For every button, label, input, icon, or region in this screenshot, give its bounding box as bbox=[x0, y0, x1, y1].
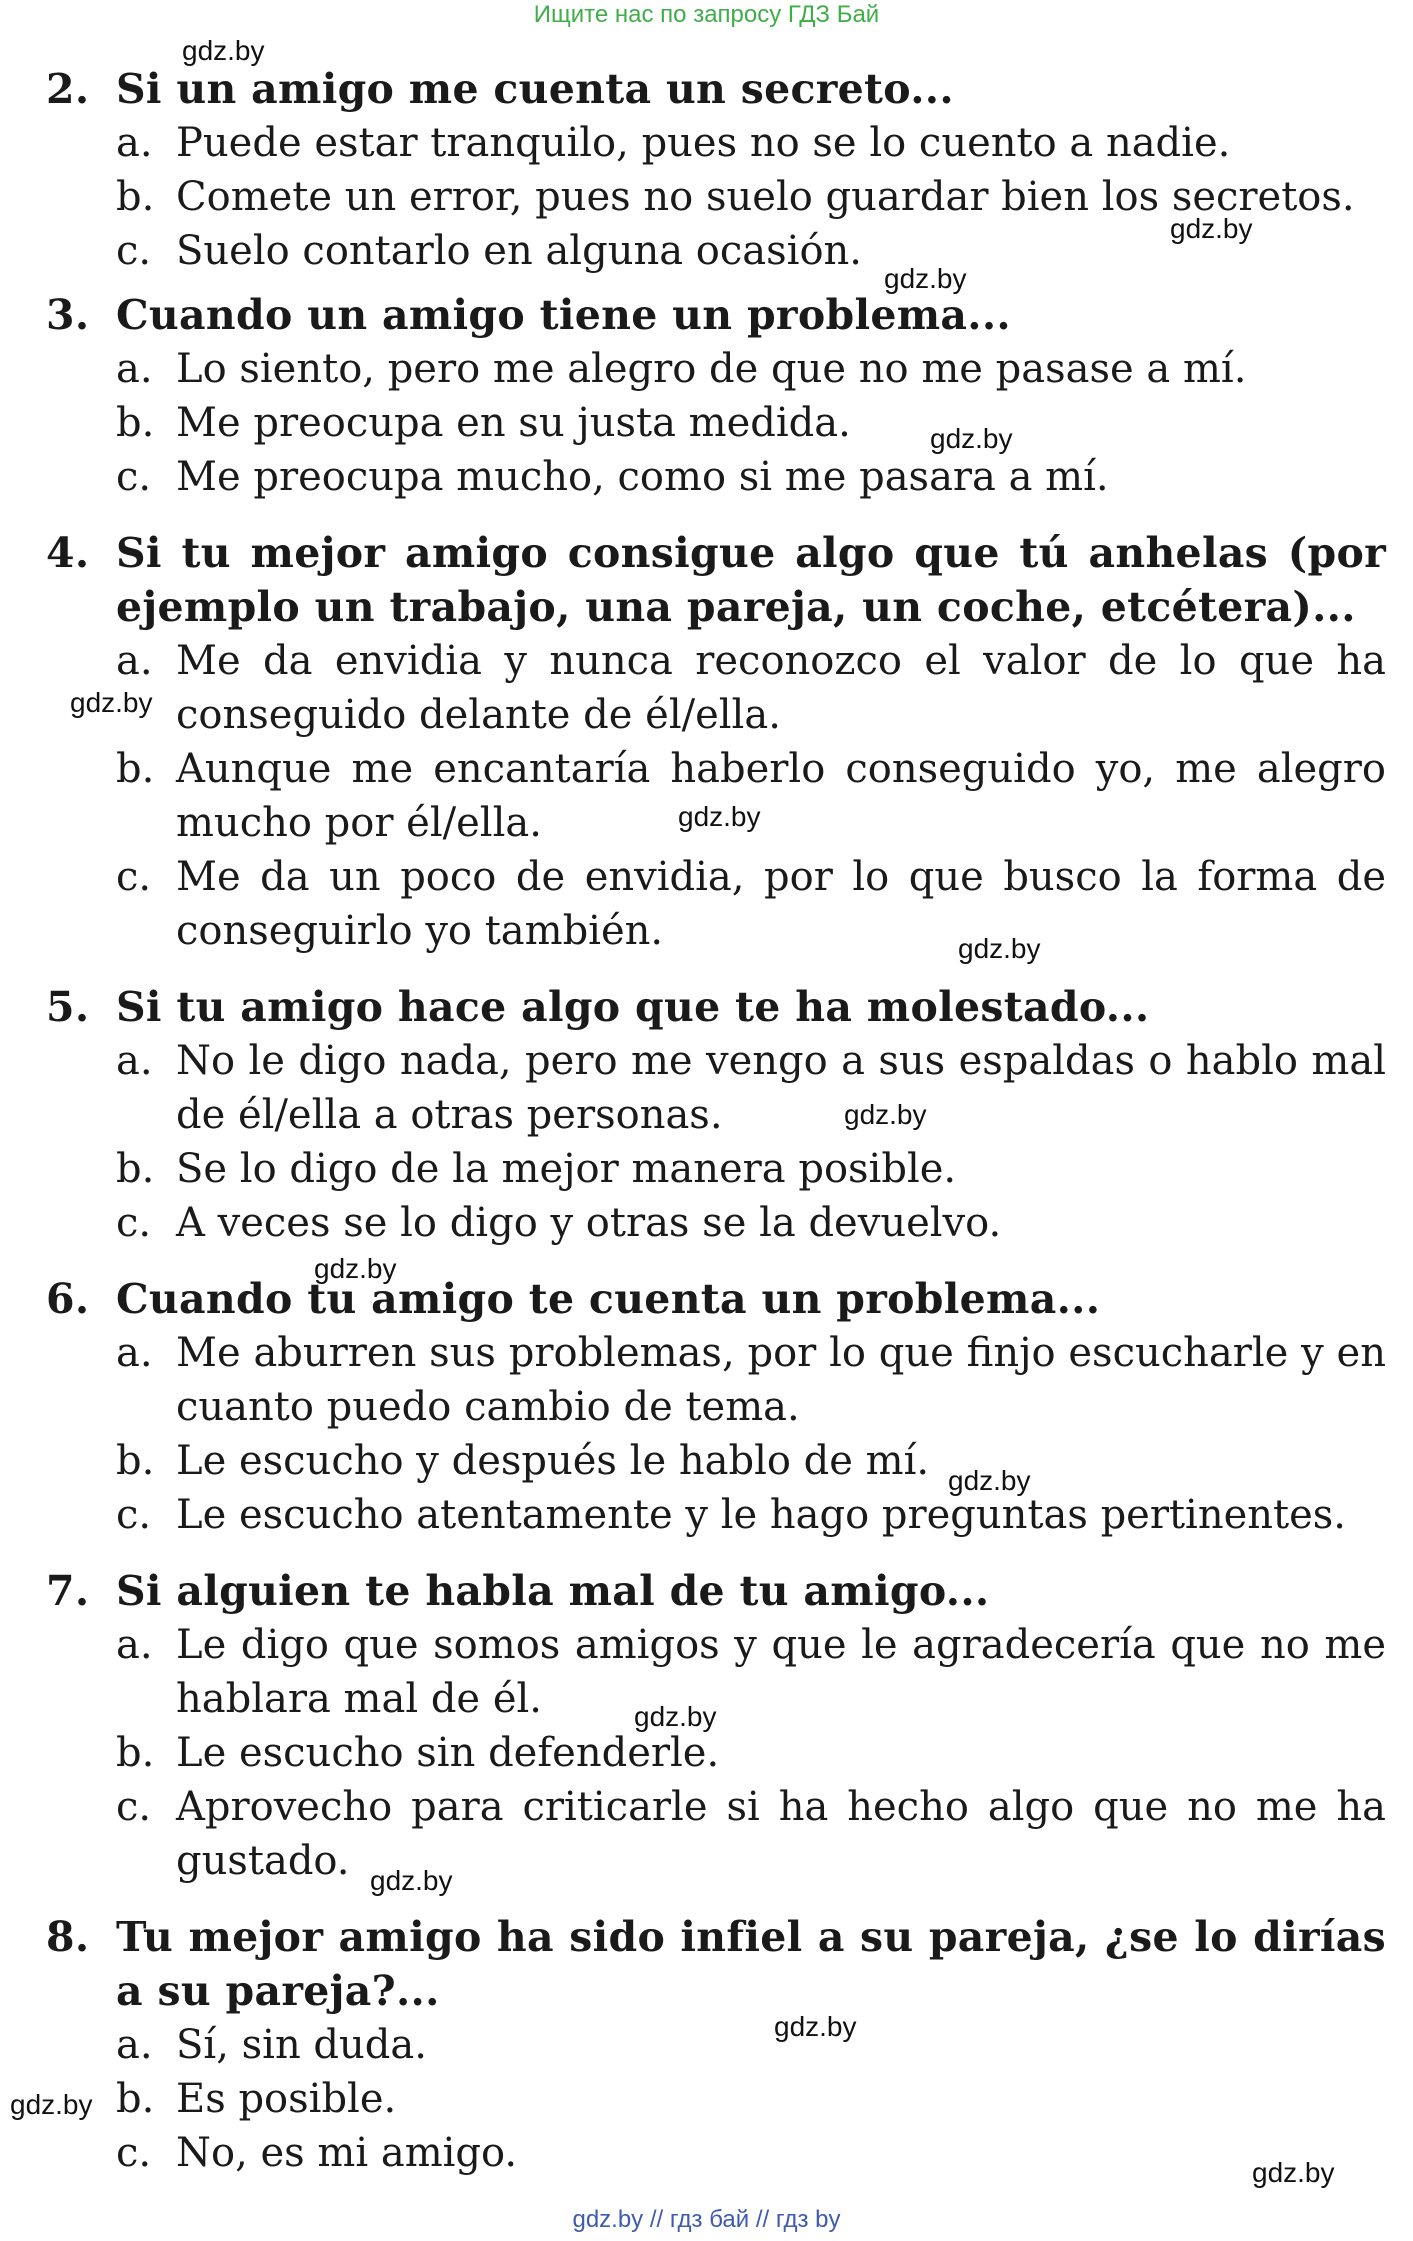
watermark: gdz.by bbox=[774, 2011, 857, 2042]
option-text: Me aburren sus problemas, por lo que finjo escucharle y en cuanto puedo cambio de tema. bbox=[176, 1330, 1386, 1430]
watermark: gdz.by bbox=[844, 1099, 927, 1130]
option-text: A veces se lo digo y otras se la devuelvo. bbox=[176, 1200, 1002, 1246]
question-3 bbox=[46, 288, 1386, 504]
option-text: No le digo nada, pero me vengo a sus espaldas o hablo mal de él/ella a otras personas. bbox=[176, 1038, 1386, 1138]
option-text: Suelo contarlo en alguna ocasión. bbox=[176, 228, 862, 274]
option-letter: b. bbox=[116, 174, 155, 220]
option-text: No, es mi amigo. bbox=[176, 2130, 518, 2176]
option-text: Comete un error, pues no suelo guardar bien los secretos. bbox=[176, 174, 1355, 220]
option-letter: c. bbox=[116, 1784, 152, 1830]
option-letter: b. bbox=[116, 1438, 155, 1484]
watermark: gdz.by bbox=[370, 1865, 453, 1896]
option-a bbox=[46, 116, 1386, 170]
option-letter: a. bbox=[116, 120, 153, 166]
option-text: Le escucho y después le hablo de mí. bbox=[176, 1438, 930, 1484]
option-b bbox=[46, 2072, 1386, 2126]
option-letter: b. bbox=[116, 400, 155, 446]
top-banner[interactable]: Ищите нас по запросу ГДЗ Бай bbox=[533, 1, 880, 28]
option-letter: b. bbox=[116, 1146, 155, 1192]
option-text: Le digo que somos amigos y que le agradecería que no me hablara mal de él. bbox=[176, 1622, 1386, 1722]
footer[interactable]: gdz.by // гдз бай // гдз by bbox=[572, 2206, 841, 2233]
option-letter: a. bbox=[116, 1038, 153, 1084]
watermark: gdz.by bbox=[678, 801, 761, 832]
option-letter: a. bbox=[116, 1622, 153, 1668]
option-letter: c. bbox=[116, 1200, 152, 1246]
option-text: Me preocupa mucho, como si me pasara a mí. bbox=[176, 454, 1109, 500]
question-number: 8. bbox=[46, 1913, 90, 1961]
option-c bbox=[46, 2126, 1386, 2180]
option-letter: a. bbox=[116, 1330, 153, 1376]
option-text: Aunque me encantaría haberlo conseguido yo, me alegro mucho por él/ella. bbox=[176, 746, 1386, 846]
watermark: gdz.by bbox=[314, 1253, 397, 1284]
option-text: Lo siento, pero me alegro de que no me pasase a mí. bbox=[176, 346, 1247, 392]
option-b bbox=[46, 742, 1386, 850]
option-a bbox=[46, 1034, 1386, 1142]
option-letter: a. bbox=[116, 638, 153, 684]
option-text: Le escucho atentamente y le hago preguntas pertinentes. bbox=[176, 1492, 1347, 1538]
watermark: gdz.by bbox=[182, 35, 265, 66]
question-text: Si un amigo me cuenta un secreto... bbox=[116, 65, 954, 113]
watermark: gdz.by bbox=[958, 933, 1041, 964]
question-heading bbox=[46, 526, 1386, 634]
question-number: 2. bbox=[46, 65, 90, 113]
option-letter: c. bbox=[116, 454, 152, 500]
option-letter: b. bbox=[116, 1730, 155, 1776]
option-letter: b. bbox=[116, 746, 155, 792]
option-b bbox=[46, 1726, 1386, 1780]
option-b bbox=[46, 396, 1386, 450]
question-text: Tu mejor amigo ha sido infiel a su pareja, ¿se lo dirías a su pareja?... bbox=[116, 1913, 1386, 2015]
option-text: Me preocupa en su justa medida. bbox=[176, 400, 851, 446]
watermark: gdz.by bbox=[1170, 213, 1253, 244]
question-number: 5. bbox=[46, 983, 90, 1031]
option-letter: a. bbox=[116, 346, 153, 392]
option-a bbox=[46, 2018, 1386, 2072]
option-text: Me da envidia y nunca reconozco el valor de lo que ha conseguido delante de él/ella. bbox=[176, 638, 1386, 738]
option-c bbox=[46, 850, 1386, 958]
question-heading bbox=[46, 1564, 1386, 1618]
watermark: gdz.by bbox=[70, 687, 153, 718]
option-letter: c. bbox=[116, 2130, 152, 2176]
option-a bbox=[46, 1326, 1386, 1434]
option-letter: c. bbox=[116, 228, 152, 274]
watermark: gdz.by bbox=[884, 263, 967, 294]
watermark: gdz.by bbox=[948, 1465, 1031, 1496]
watermark: gdz.by bbox=[930, 423, 1013, 454]
option-letter: b. bbox=[116, 2076, 155, 2122]
option-text: Sí, sin duda. bbox=[176, 2022, 427, 2068]
option-b bbox=[46, 1434, 1386, 1488]
watermark: gdz.by bbox=[10, 2089, 93, 2120]
question-text: Si tu mejor amigo consigue algo que tú anhelas (por ejemplo un trabajo, una pareja, un coche, etcétera)... bbox=[116, 529, 1386, 631]
option-a bbox=[46, 634, 1386, 742]
question-heading bbox=[46, 980, 1386, 1034]
question-number: 3. bbox=[46, 291, 90, 339]
question-number: 7. bbox=[46, 1567, 90, 1615]
option-letter: c. bbox=[116, 854, 152, 900]
question-heading bbox=[46, 288, 1386, 342]
option-letter: c. bbox=[116, 1492, 152, 1538]
question-8 bbox=[46, 1910, 1386, 2180]
question-text: Si tu amigo hace algo que te ha molestado... bbox=[116, 983, 1150, 1031]
question-6 bbox=[46, 1272, 1386, 1542]
option-c bbox=[46, 1196, 1386, 1250]
option-text: Aprovecho para criticarle si ha hecho algo que no me ha gustado. bbox=[176, 1784, 1386, 1884]
option-text: Le escucho sin defenderle. bbox=[176, 1730, 720, 1776]
question-4 bbox=[46, 526, 1386, 958]
question-number: 4. bbox=[46, 529, 90, 577]
option-c bbox=[46, 1488, 1386, 1542]
question-5 bbox=[46, 980, 1386, 1250]
question-text: Cuando tu amigo te cuenta un problema... bbox=[116, 1275, 1101, 1323]
option-text: Me da un poco de envidia, por lo que busco la forma de conseguirlo yo también. bbox=[176, 854, 1386, 954]
question-text: Cuando un amigo tiene un problema... bbox=[116, 291, 1011, 339]
option-text: Es posible. bbox=[176, 2076, 397, 2122]
question-text: Si alguien te habla mal de tu amigo... bbox=[116, 1567, 990, 1615]
option-c bbox=[46, 1780, 1386, 1888]
watermark: gdz.by bbox=[1252, 2157, 1335, 2188]
watermark: gdz.by bbox=[634, 1701, 717, 1732]
option-b bbox=[46, 1142, 1386, 1196]
option-c bbox=[46, 450, 1386, 504]
option-letter: a. bbox=[116, 2022, 153, 2068]
question-heading bbox=[46, 1910, 1386, 2018]
option-text: Puede estar tranquilo, pues no se lo cuento a nadie. bbox=[176, 120, 1231, 166]
option-text: Se lo digo de la mejor manera posible. bbox=[176, 1146, 957, 1192]
question-list bbox=[46, 62, 1386, 2180]
question-number: 6. bbox=[46, 1275, 90, 1323]
question-heading bbox=[46, 62, 1386, 116]
question-2 bbox=[46, 62, 1386, 278]
question-heading bbox=[46, 1272, 1386, 1326]
option-a bbox=[46, 342, 1386, 396]
